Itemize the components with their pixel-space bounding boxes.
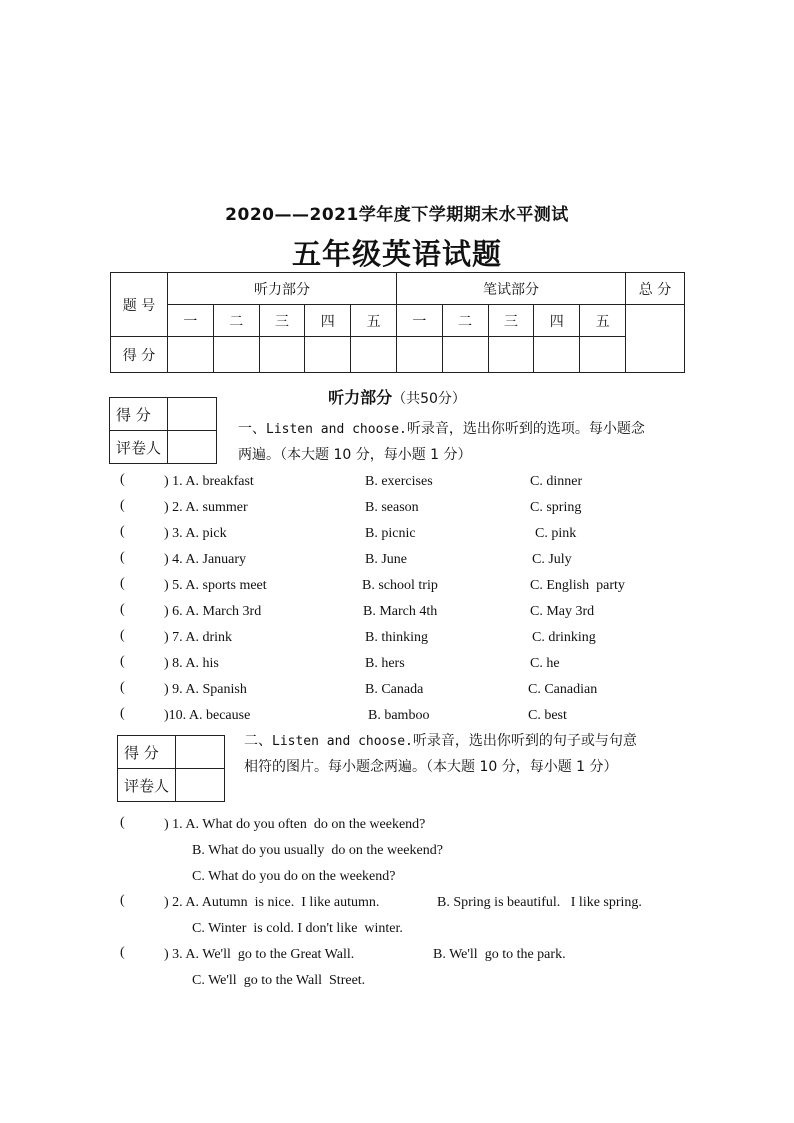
p2-q1-c: C. What do you do on the weekend? [192,869,396,884]
q6-a: ) 6. A. March 3rd [164,604,262,619]
part2-cn: 听录音，选出你听到的句子或与句意 [412,733,637,749]
q4-a: ) 4. A. January [164,552,247,567]
part1-cn: 听录音，选出你听到的选项。每小题念 [406,421,645,437]
listening-col: 四 [305,305,351,337]
score-cell[interactable] [305,337,351,373]
label-writing: 笔试部分 [396,273,625,305]
listening-col: 一 [168,305,214,337]
q2-c: C. spring [530,500,582,515]
listening-col: 二 [213,305,259,337]
q2-b: B. season [365,500,419,515]
answer-paren[interactable]: ( [120,628,125,643]
q1-b: B. exercises [365,474,433,489]
answer-paren[interactable]: ( [120,576,125,591]
part1-num: 一、 [238,421,266,437]
part1-instruction [238,416,688,443]
score-cell[interactable] [580,337,626,373]
score-cell[interactable] [351,337,397,373]
q1-c: C. dinner [530,474,583,489]
grade-score-label: 得 分 [110,398,168,431]
total-score-cell[interactable] [626,305,685,373]
q10-b: B. bamboo [368,708,430,723]
p2-q2-a: ) 2. A. Autumn is nice. I like autumn. [164,895,380,910]
p2-q3-a: ) 3. A. We'll go to the Great Wall. [164,947,355,962]
grade-box-1 [109,397,217,464]
q8-a: ) 8. A. his [164,656,219,671]
section-title-text: 听力部分 [328,388,393,407]
part2-instruction [244,728,694,755]
score-cell[interactable] [213,337,259,373]
q5-c: C. English party [530,578,625,593]
q7-b: B. thinking [365,630,429,645]
score-cell[interactable] [488,337,534,373]
label-number: 题 号 [111,273,168,337]
score-cell[interactable] [442,337,488,373]
answer-paren[interactable]: ( [120,524,125,539]
writing-col: 四 [534,305,580,337]
q10-c: C. best [528,708,567,723]
grade-score-cell[interactable] [176,736,225,769]
answer-paren[interactable]: ( [120,550,125,565]
q5-b: B. school trip [362,578,438,593]
grade-grader-cell[interactable] [168,431,217,464]
q8-b: B. hers [365,656,405,671]
part1-en: Listen and choose. [266,422,407,437]
writing-col: 二 [442,305,488,337]
grade-score-cell[interactable] [168,398,217,431]
q3-b: B. picnic [365,526,416,541]
label-total: 总 分 [626,273,685,305]
answer-paren[interactable]: ( [120,706,125,721]
part2-instruction-2: 相符的图片。每小题念两遍。（本大题 10 分，每小题 1 分） [244,759,618,775]
grade-grader-label: 评卷人 [118,769,176,802]
q7-c: C. drinking [532,630,596,645]
q6-c: C. May 3rd [530,604,595,619]
q5-a: ) 5. A. sports meet [164,578,267,593]
q4-c: C. July [532,552,572,567]
part1-instruction-2: 两遍。（本大题 10 分，每小题 1 分） [238,447,472,463]
p2-q2-c: C. Winter is cold. I don't like winter. [192,921,403,936]
q9-c: C. Canadian [528,682,598,697]
q10-a: )10. A. because [164,708,251,723]
writing-col: 五 [580,305,626,337]
q7-a: ) 7. A. drink [164,630,233,645]
exam-year-title: 2020——2021学年度下学期期末水平测试 [225,205,569,225]
writing-col: 三 [488,305,534,337]
score-cell[interactable] [534,337,580,373]
q9-b: B. Canada [365,682,424,697]
p2-q1-a: ) 1. A. What do you often do on the weekend? [164,817,426,832]
q9-a: ) 9. A. Spanish [164,682,247,697]
q4-b: B. June [365,552,407,567]
answer-paren[interactable]: ( [120,498,125,513]
p2-q3-b: B. We'll go to the park. [433,947,566,962]
answer-paren[interactable]: ( [120,602,125,617]
score-cell[interactable] [259,337,305,373]
answer-paren[interactable]: ( [120,815,125,830]
p2-q1-b: B. What do you usually do on the weekend? [192,843,443,858]
grade-box-2 [117,735,225,802]
answer-paren[interactable]: ( [120,945,125,960]
p2-q3-c: C. We'll go to the Wall Street. [192,973,366,988]
grade-grader-cell[interactable] [176,769,225,802]
score-cell[interactable] [168,337,214,373]
score-table [110,272,685,373]
p2-q2-b: B. Spring is beautiful. I like spring. [437,895,642,910]
section-points: （共50分） [392,391,466,407]
grade-score-label: 得 分 [118,736,176,769]
listening-col: 五 [351,305,397,337]
q8-c: C. he [530,656,560,671]
label-listening: 听力部分 [168,273,397,305]
q6-b: B. March 4th [363,604,438,619]
q3-c: C. pink [535,526,577,541]
part2-num: 二、 [244,733,272,749]
q2-a: ) 2. A. summer [164,500,248,515]
grade-grader-label: 评卷人 [110,431,168,464]
listening-col: 三 [259,305,305,337]
label-score: 得 分 [111,337,168,373]
score-cell[interactable] [396,337,442,373]
exam-title: 五年级英语试题 [291,237,502,271]
q3-a: ) 3. A. pick [164,526,227,541]
writing-col: 一 [396,305,442,337]
q1-a: ) 1. A. breakfast [164,474,254,489]
answer-paren[interactable]: ( [120,654,125,669]
part2-en: Listen and choose. [272,734,413,749]
answer-paren[interactable]: ( [120,472,125,487]
answer-paren[interactable]: ( [120,893,125,908]
answer-paren[interactable]: ( [120,680,125,695]
